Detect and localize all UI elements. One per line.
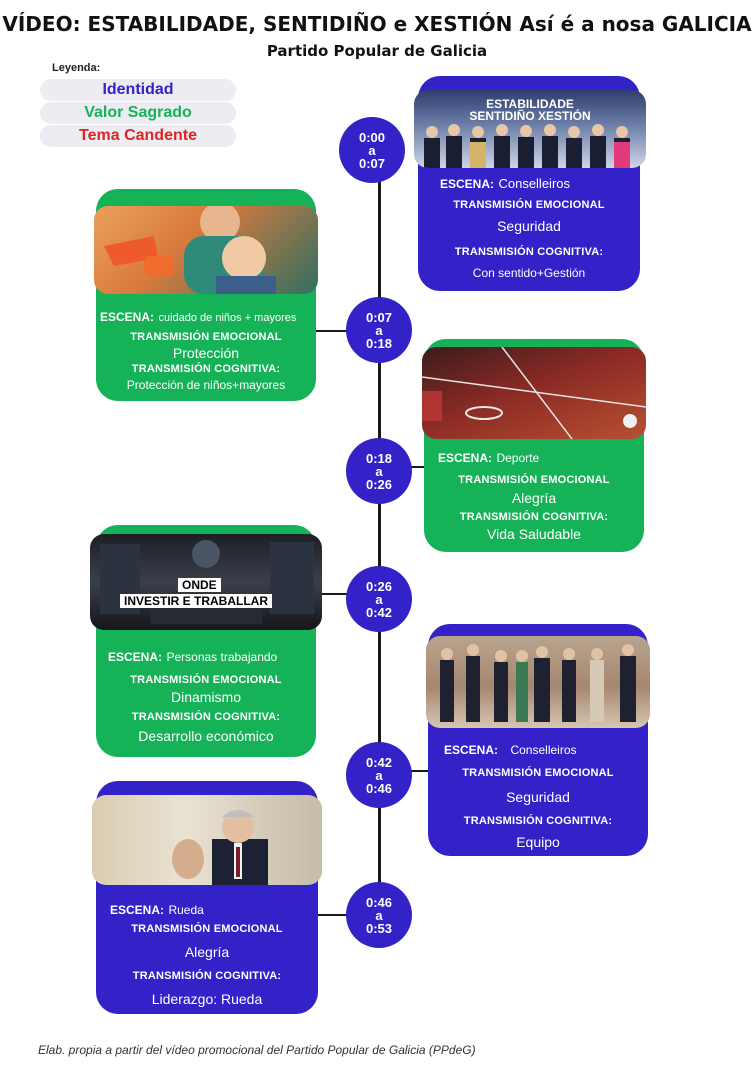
- cognitiva-value: Protección de niños+mayores: [126, 378, 286, 392]
- cognitiva-value: Equipo: [516, 834, 560, 850]
- emocional-label: TRANSMISIÓN EMOCIONAL: [453, 199, 605, 211]
- rueda-portrait-image: [92, 795, 322, 885]
- emocional-value: Protección: [172, 345, 240, 361]
- group-walking-image: [426, 636, 650, 728]
- legend-item-tema-candente: Tema Candente: [40, 125, 236, 147]
- emocional-label: TRANSMISIÓN EMOCIONAL: [130, 674, 282, 686]
- cognitiva-label: TRANSMISIÓN COGNITIVA:: [459, 511, 609, 523]
- scene-card-4: [96, 525, 316, 757]
- page-title: VÍDEO: ESTABILIDADE, SENTIDIÑO e XESTIÓN Así é a nosa GALICIA: [2, 12, 752, 36]
- family-photo-image: [94, 206, 318, 294]
- scene-card-1: [418, 76, 640, 291]
- escena-label: ESCENA:: [440, 177, 495, 191]
- scene-thumbnail: [422, 347, 646, 439]
- emocional-label: TRANSMISIÓN EMOCIONAL: [130, 331, 282, 343]
- escena-label: ESCENA:: [108, 650, 163, 664]
- scene-thumbnail: [92, 795, 322, 885]
- scene-thumbnail: [94, 206, 318, 294]
- emocional-label: TRANSMISIÓN EMOCIONAL: [131, 923, 283, 935]
- emocional-value: Seguridad: [506, 789, 570, 805]
- cognitiva-label: TRANSMISIÓN COGNITIVA:: [131, 711, 281, 723]
- cognitiva-label: TRANSMISIÓN COGNITIVA:: [463, 815, 613, 827]
- escena-value: Rueda: [168, 903, 204, 917]
- emocional-label: TRANSMISIÓN EMOCIONAL: [462, 767, 614, 779]
- emocional-value: Alegría: [511, 490, 557, 506]
- scene-card-3: [424, 339, 644, 552]
- time-bubble: 0:46 a 0:53: [346, 882, 412, 948]
- scene-card-2: [96, 189, 316, 401]
- escena-value: cuidado de niños + mayores: [158, 312, 297, 324]
- emocional-label: TRANSMISIÓN EMOCIONAL: [458, 474, 610, 486]
- scene-thumbnail: [426, 636, 650, 728]
- source-footnote: Elab. propia a partir del vídeo promocional del Partido Popular de Galicia (PPdeG): [38, 1043, 476, 1057]
- legend-item-valor-sagrado: Valor Sagrado: [40, 102, 236, 124]
- time-bubble: 0:26 a 0:42: [346, 566, 412, 632]
- escena-label: ESCENA:: [438, 451, 493, 465]
- legend-item-identidad: Identidad: [40, 79, 236, 101]
- cognitiva-value: Desarrollo económico: [138, 728, 274, 744]
- cognitiva-label: TRANSMISIÓN COGNITIVA:: [132, 970, 282, 982]
- legend-label: Leyenda:: [52, 62, 101, 74]
- scene-card-5: [428, 624, 648, 856]
- cognitiva-label: TRANSMISIÓN COGNITIVA:: [131, 363, 281, 375]
- cognitiva-value: Liderazgo: Rueda: [151, 991, 263, 1007]
- escena-label: ESCENA:: [110, 903, 165, 917]
- emocional-value: Seguridad: [497, 218, 561, 234]
- time-bubble: 0:18 a 0:26: [346, 438, 412, 504]
- escena-value: Conselleiros: [498, 176, 571, 191]
- thumbnail-caption: ESTABILIDADE SENTIDIÑO XESTIÓN: [469, 97, 591, 123]
- thumbnail-caption: ONDE: [178, 578, 221, 592]
- scene-card-6: [96, 781, 318, 1014]
- time-bubble: 0:00 a 0:07: [339, 117, 405, 183]
- escena-value: Personas trabajando: [166, 650, 278, 664]
- cognitiva-value: Con sentido+Gestión: [472, 266, 586, 280]
- emocional-value: Alegría: [184, 944, 230, 960]
- escena-label: ESCENA:: [100, 310, 155, 324]
- basketball-court-image: [422, 347, 646, 439]
- escena-label: ESCENA:: [444, 743, 499, 757]
- cognitiva-label: TRANSMISIÓN COGNITIVA:: [454, 246, 604, 258]
- thumbnail-caption: INVESTIR E TRABALLAR: [120, 594, 272, 608]
- scene-thumbnail: [90, 534, 322, 630]
- time-bubble: 0:42 a 0:46: [346, 742, 412, 808]
- escena-value: Conselleiros: [510, 743, 577, 757]
- cognitiva-value: Vida Saludable: [487, 526, 581, 542]
- scene-thumbnail: [414, 90, 646, 168]
- time-bubble: 0:07 a 0:18: [346, 297, 412, 363]
- page-subtitle: Partido Popular de Galicia: [266, 42, 488, 60]
- emocional-value: Dinamismo: [170, 689, 241, 705]
- escena-value: Deporte: [496, 451, 540, 465]
